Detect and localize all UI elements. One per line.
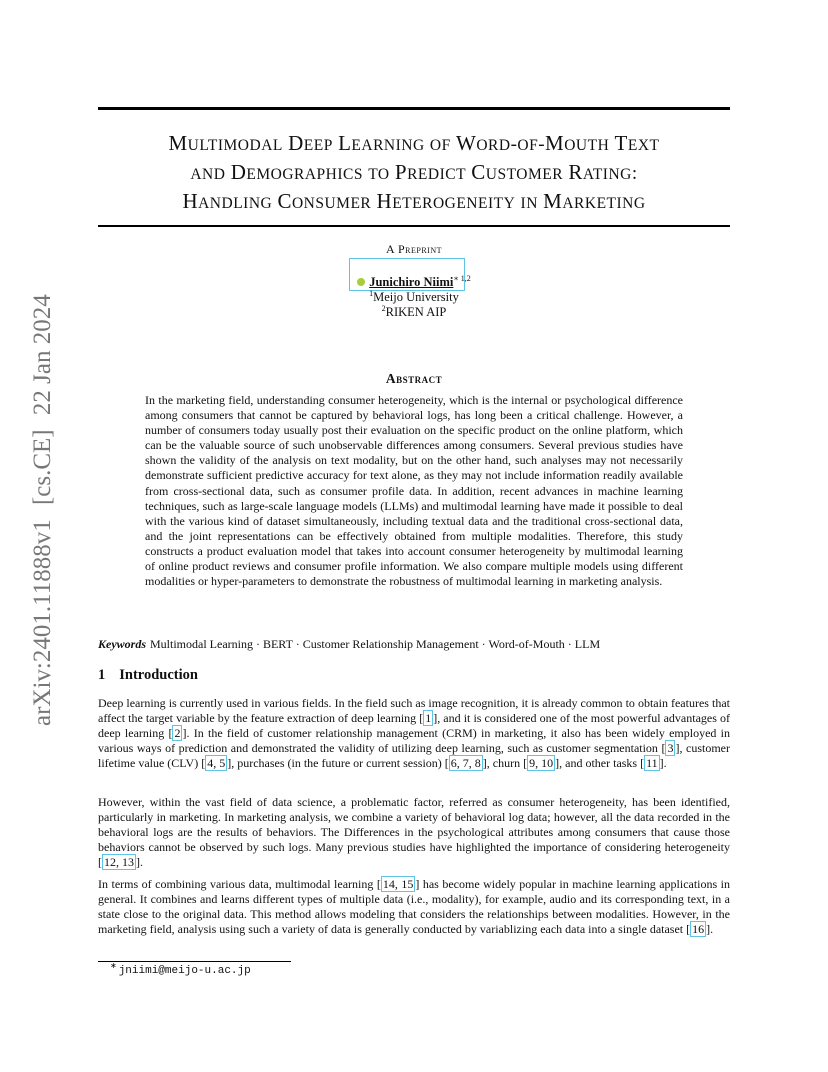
citation-link[interactable]: 2 [174,726,181,741]
citation-link[interactable]: 16 [692,922,705,937]
author-line [357,275,471,290]
affiliation-mark-1: 1 [369,288,374,298]
p1-text-g: ], and other tasks [ [555,756,645,771]
arxiv-id: arXiv:2401.11888v1 [29,519,56,726]
citation-link[interactable]: 14, 15 [382,877,414,891]
affiliation-1 [0,290,828,305]
p3-text-b: ] has become widely popular in machine learning applications in general. It combines and learns different types of multiple data (i.e., modality), for example, audio and its corresponding text, in a state close to the original data. This method allows modeling that considers the relationships between modalities. However, in the marketing field, analysis using such a variety of data is generally conducted by variablizing each data into a single dataset [ [98,877,731,937]
arxiv-date: 22 Jan 2024 [29,294,56,416]
section-heading [98,667,198,684]
abstract-heading: Abstract [385,371,443,386]
preprint-label: A Preprint [385,242,442,256]
p1-text-b: ], and it is considered one of the most powerful advantages of deep learning [ [98,711,730,741]
paragraph-2 [98,795,730,870]
affiliation-mark-2: 2 [381,303,386,313]
keywords-label: Keywords [98,637,146,651]
p1-text-c: ]. In the field of customer relationship management (CRM) in marketing, it also has been widely employed in various ways of prediction and demonstrated the validity of utilizing deep learning, such as customer segmentation [ [98,726,731,756]
affiliation-2-name: RIKEN AIP [385,305,447,319]
citation-link[interactable]: 12, 13 [104,855,134,870]
citation-link[interactable]: 6, 7, 8 [450,756,481,771]
footnote-mark: ∗ [110,961,117,971]
citation-link[interactable]: 4, 5 [207,756,226,771]
p3-text-c: ]. [706,922,714,937]
p2-text-b: ]. [136,855,143,870]
citation-link[interactable]: 1 [425,711,432,726]
footnote-rule [98,961,291,962]
arxiv-identifier [25,294,61,730]
author-marks: ∗ 1,2 [453,273,471,283]
citation-link[interactable]: 11 [646,756,658,771]
p1-text-h: ]. [659,756,667,771]
p1-text-e: ], purchases (in the future or current session) [ [227,756,449,771]
paragraph-1 [98,696,730,771]
title-line-3: HANDLING CONSUMER HETEROGENEITY IN MARKETING [182,189,646,213]
section-number: 1 [98,667,106,683]
p1-text-a: Deep learning is currently used in various fields. In the field such as image recognition, it is already common to obtain features that affect the target variable by the feature extraction of deep learning [ [98,696,730,726]
title-rule-top [98,107,730,110]
author-name[interactable]: Junichiro Niimi [369,275,454,289]
footnote-email[interactable]: jniimi@meijo-u.ac.jp [118,965,251,977]
affiliation-1-name: Meijo University [373,290,459,304]
paragraph-3 [98,877,730,937]
title-line-1: MULTIMODAL DEEP LEARNING OF WORD-OF-MOUTH TEXT [168,131,660,155]
section-title: Introduction [119,667,198,683]
citation-link[interactable]: 9, 10 [529,756,554,771]
arxiv-category: [cs.CE] [29,429,56,506]
paper-title [98,130,730,217]
p1-text-f: ], churn [ [482,756,528,771]
affiliation-2 [0,305,828,320]
citation-link[interactable]: 3 [667,741,674,756]
p1-text-d: ], customer lifetime value (CLV) [ [98,741,730,771]
title-rule-bottom [98,225,730,227]
orcid-icon[interactable] [357,278,365,286]
title-line-2: AND DEMOGRAPHICS TO PREDICT CUSTOMER RATING: [190,160,638,184]
footnote [110,961,251,977]
p2-text-a: However, within the vast field of data science, a problematic factor, referred as consumer heterogeneity, has been identified, particularly in marketing. In marketing analysis, we combine a variety of behavioral log data; however, all the data recorded in the behavioral logs are the results of behaviors. The Differences in the psychological attributes among consumers that cause those behaviors cannot be observed by such logs. Many previous studies have highlighted the importance of considering heterogeneity [ [98,795,730,870]
keywords-list: Multimodal Learning · BERT · Customer Relationship Management · Word-of-Mouth · LLM [150,637,601,651]
keywords [98,637,730,652]
abstract-text: In the marketing field, understanding consumer heterogeneity, which is the internal or psychological difference among consumers that cannot be captured by behavioral logs, has long been a critical challenge. However, a number of consumers today usually post their evaluation on the specific product on the online platform, which can be the valuable source of such unobservable differences among consumers. Several previous studies have shown the validity of the analysis on text modality, but on the other hand, such analyses may not necessarily demonstrate sufficient predictive accuracy for text alone, as they may not include information readily available from cross-sectional data, such as consumer profile data. In addition, recent advances in machine learning techniques, such as large-scale language models (LLMs) and multimodal learning have made it possible to deal with the various kind of dataset simultaneously, including textual data and the traditional cross-sectional data, and the joint representations can be effectively obtained from multiple modalities. Therefore, this study constructs a product evaluation model that takes into account consumer heterogeneity by multimodal learning of online product reviews and consumer profile information. We also compare multiple models using different modalities or hyper-parameters to demonstrate the robustness of multimodal learning in marketing analysis. [145,393,683,589]
author-block [0,275,828,320]
p3-text-a: In terms of combining various data, multimodal learning [ [98,877,381,891]
